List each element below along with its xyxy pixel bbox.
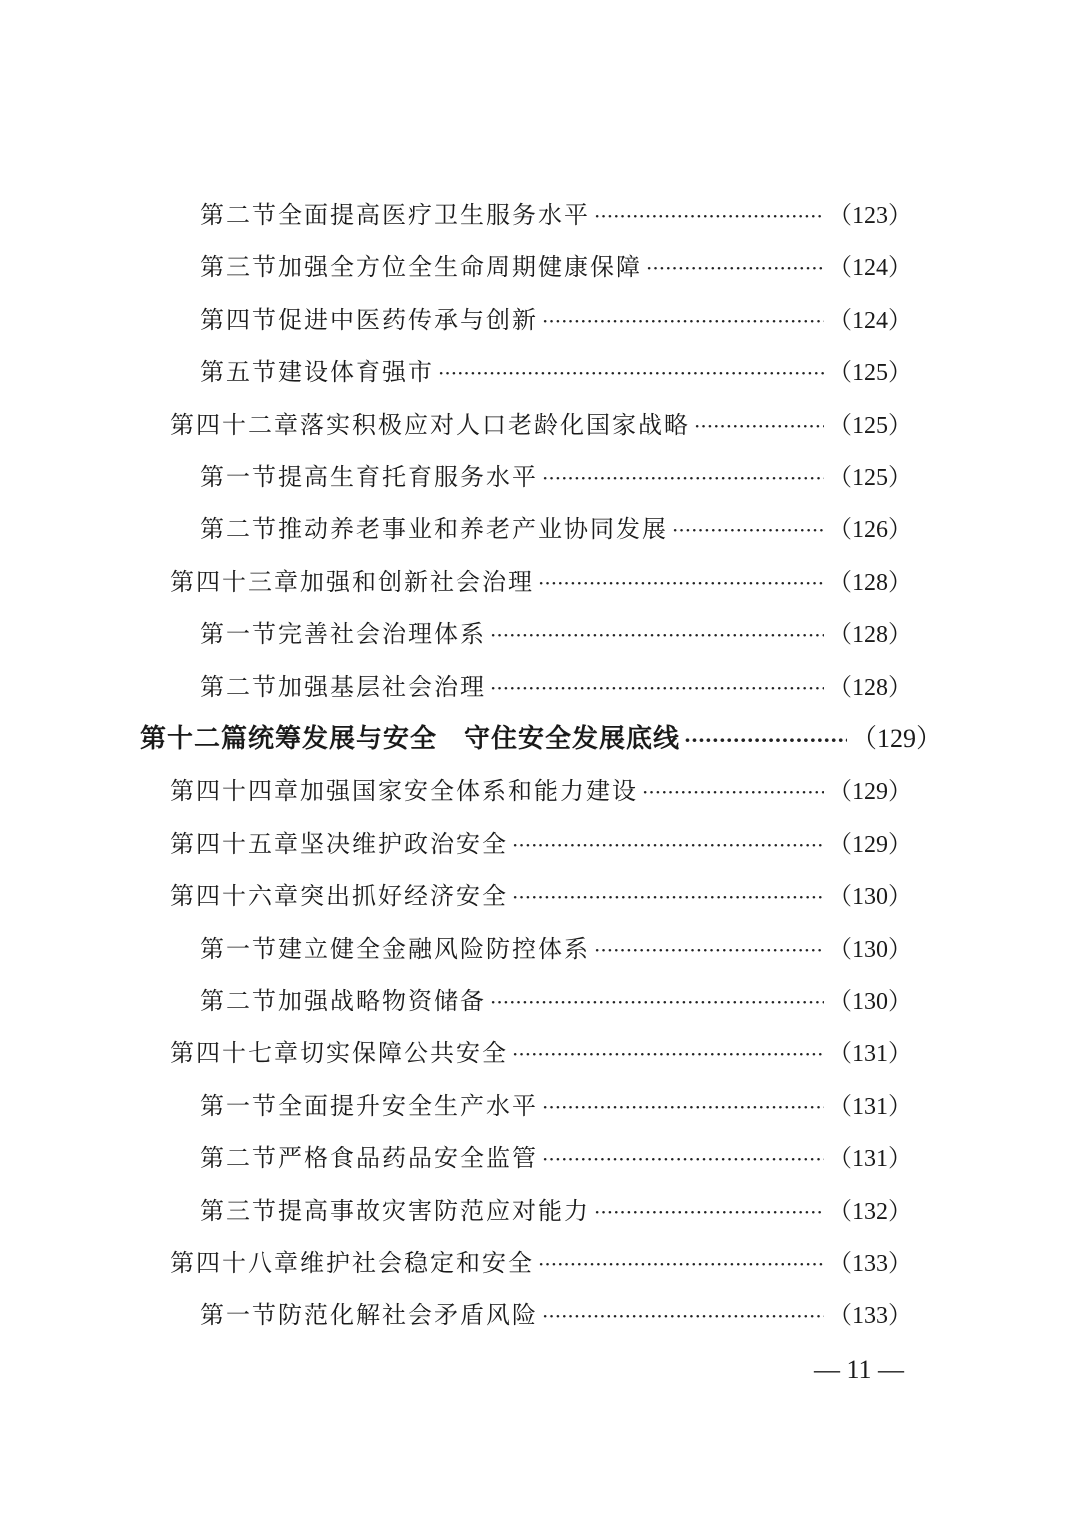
entry-number: 第一节 <box>200 620 278 649</box>
entry-title: 严格食品药品安全监管 <box>278 1144 538 1173</box>
entry-number: 第二节 <box>200 515 278 544</box>
toc-chapter-entry[interactable] <box>170 876 912 916</box>
entry-title: 防范化解社会矛盾风险 <box>278 1301 538 1330</box>
entry-number: 第三节 <box>200 253 278 282</box>
entry-title: 突出抓好经济安全 <box>300 882 508 911</box>
dot-leader <box>490 668 824 708</box>
toc-section-entry[interactable] <box>200 457 912 497</box>
dot-leader <box>684 720 847 760</box>
entry-number: 第四十七章 <box>170 1039 300 1068</box>
entry-page-number: （ 133 ） <box>828 1296 912 1336</box>
entry-page-number: （ 133 ） <box>828 1244 912 1284</box>
dot-leader <box>694 406 824 446</box>
entry-page-number: （ 125 ） <box>828 406 912 446</box>
entry-title: 落实积极应对人口老龄化国家战略 <box>300 410 690 439</box>
entry-title: 完善社会治理体系 <box>278 620 486 649</box>
entry-page-number: （ 129 ） <box>828 825 912 865</box>
toc-chapter-entry[interactable] <box>170 562 912 602</box>
entry-number: 第二节 <box>200 672 278 701</box>
dot-leader <box>512 1034 824 1074</box>
toc-section-entry[interactable] <box>200 247 912 287</box>
entry-title: 切实保障公共安全 <box>300 1039 508 1068</box>
toc-section-entry[interactable] <box>200 1191 912 1231</box>
dot-leader <box>438 353 824 393</box>
dot-leader <box>542 1296 824 1336</box>
entry-title: 全面提升安全生产水平 <box>278 1091 538 1120</box>
entry-title: 维护社会稳定和安全 <box>300 1249 534 1277</box>
entry-title: 统筹发展与安全 守住安全发展底线 <box>248 724 681 754</box>
dot-leader <box>542 1139 824 1179</box>
dot-leader <box>490 615 824 655</box>
entry-title: 加强基层社会治理 <box>278 672 486 701</box>
entry-title: 加强战略物资储备 <box>278 987 486 1015</box>
dot-leader <box>542 1087 824 1127</box>
toc-chapter-entry[interactable] <box>170 824 912 864</box>
dot-leader <box>642 772 824 812</box>
page-number: — 11 — <box>813 1355 904 1384</box>
entry-number: 第四十五章 <box>170 829 300 858</box>
entry-title: 加强和创新社会治理 <box>300 567 534 596</box>
dot-leader <box>538 563 824 603</box>
entry-page-number: （ 130 ） <box>828 930 912 970</box>
entry-number: 第五节 <box>200 358 278 387</box>
entry-page-number: （ 124 ） <box>828 301 912 341</box>
entry-number: 第十二篇 <box>140 724 249 754</box>
entry-page-number: （ 128 ） <box>828 563 912 603</box>
toc-part-entry[interactable] <box>140 719 942 759</box>
entry-page-number: （ 130 ） <box>828 982 912 1022</box>
dot-leader <box>594 930 824 970</box>
entry-title: 提高生育托育服务水平 <box>278 463 538 491</box>
dot-leader <box>646 248 824 288</box>
entry-number: 第二节 <box>200 201 278 229</box>
entry-title: 加强国家安全体系和能力建设 <box>300 777 638 806</box>
entry-title: 建设体育强市 <box>278 358 434 387</box>
entry-number: 第一节 <box>200 1301 278 1330</box>
dot-leader <box>538 1244 824 1284</box>
toc-section-entry[interactable] <box>200 1138 912 1178</box>
dot-leader <box>594 1192 824 1232</box>
entry-page-number: （ 129 ） <box>851 719 942 759</box>
entry-number: 第四十六章 <box>170 882 300 911</box>
entry-page-number: （ 130 ） <box>828 877 912 917</box>
toc-section-entry[interactable] <box>200 929 912 969</box>
entry-number: 第四节 <box>200 305 278 334</box>
entry-title: 坚决维护政治安全 <box>300 829 508 858</box>
entry-number: 第二节 <box>200 987 278 1015</box>
dot-leader <box>594 196 824 236</box>
toc-section-entry[interactable] <box>200 300 912 340</box>
entry-title: 建立健全金融风险防控体系 <box>278 934 590 963</box>
toc-section-entry[interactable] <box>200 1086 912 1126</box>
toc-section-entry[interactable] <box>200 509 912 549</box>
dot-leader <box>512 825 824 865</box>
entry-number: 第四十二章 <box>170 410 300 439</box>
entry-page-number: （ 128 ） <box>828 668 912 708</box>
toc-chapter-entry[interactable] <box>170 1033 912 1073</box>
entry-page-number: （ 124 ） <box>828 248 912 288</box>
dot-leader <box>542 458 824 498</box>
entry-title: 加强全方位全生命周期健康保障 <box>278 253 642 282</box>
entry-number: 第一节 <box>200 934 278 963</box>
toc-section-entry[interactable] <box>200 667 912 707</box>
entry-page-number: （ 132 ） <box>828 1192 912 1232</box>
toc-section-entry[interactable] <box>200 352 912 392</box>
dot-leader <box>512 877 824 917</box>
entry-number: 第四十四章 <box>170 777 300 806</box>
entry-page-number: （ 131 ） <box>828 1139 912 1179</box>
entry-page-number: （ 125 ） <box>828 458 912 498</box>
toc-section-entry[interactable] <box>200 614 912 654</box>
entry-number: 第四十八章 <box>170 1249 300 1277</box>
toc-section-entry[interactable] <box>200 195 912 235</box>
entry-title: 推动养老事业和养老产业协同发展 <box>278 515 668 544</box>
entry-title: 全面提高医疗卫生服务水平 <box>278 201 590 229</box>
entry-page-number: （ 131 ） <box>828 1034 912 1074</box>
entry-number: 第一节 <box>200 1091 278 1120</box>
toc-chapter-entry[interactable] <box>170 1243 912 1283</box>
toc-section-entry[interactable] <box>200 1295 912 1335</box>
entry-page-number: （ 125 ） <box>828 353 912 393</box>
entry-page-number: （ 131 ） <box>828 1087 912 1127</box>
entry-number: 第三节 <box>200 1196 278 1225</box>
entry-title: 促进中医药传承与创新 <box>278 305 538 334</box>
entry-page-number: （ 128 ） <box>828 615 912 655</box>
dot-leader <box>490 982 824 1022</box>
toc-chapter-entry[interactable] <box>170 405 912 445</box>
toc-chapter-entry[interactable] <box>170 771 912 811</box>
entry-title: 提高事故灾害防范应对能力 <box>278 1196 590 1225</box>
entry-page-number: （ 123 ） <box>828 196 912 236</box>
entry-page-number: （ 129 ） <box>828 772 912 812</box>
toc-section-entry[interactable] <box>200 981 912 1021</box>
entry-number: 第一节 <box>200 463 278 491</box>
entry-number: 第四十三章 <box>170 567 300 596</box>
dot-leader <box>672 510 824 550</box>
entry-number: 第二节 <box>200 1144 278 1173</box>
entry-page-number: （ 126 ） <box>828 510 912 550</box>
dot-leader <box>542 301 824 341</box>
